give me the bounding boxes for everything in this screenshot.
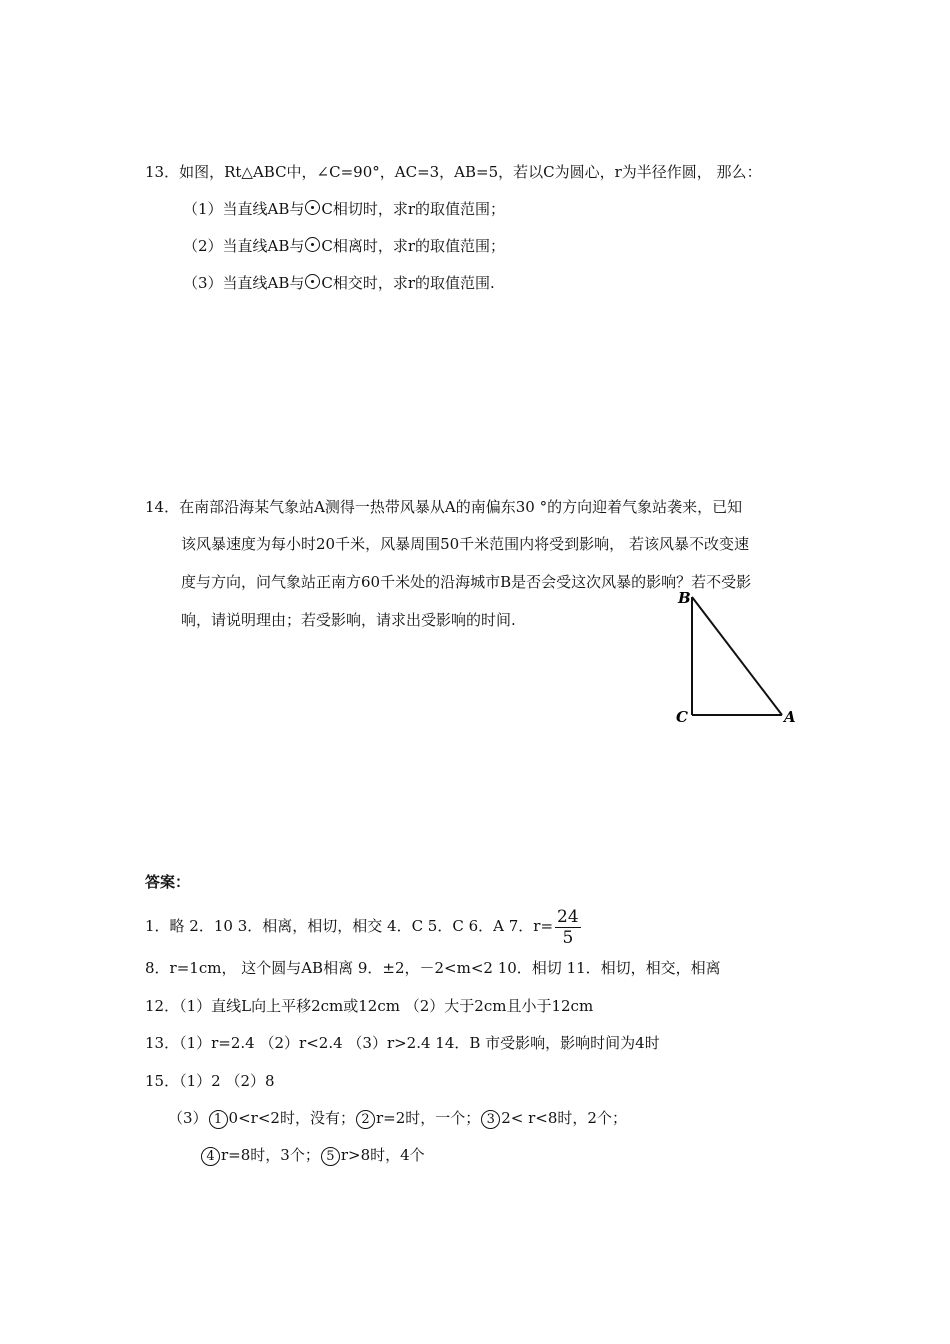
q13-part1-pre: （1）当直线AB与 (183, 200, 305, 218)
q14-line1: 14．在南部沿海某气象站A测得一热带风暴从A的南偏东30 °的方向迎着气象站袭来，已知 (145, 498, 743, 516)
q13-part3-pre: （3）当直线AB与 (183, 274, 305, 292)
q13-part2 (183, 236, 505, 256)
circled-number: 5 (321, 1147, 340, 1166)
answers-line3: 12．（1）直线L向上平移2cm或12cm （2）大于2cm且小于12cm (145, 997, 594, 1015)
answers-line7-b: r>8时，4个 (340, 1146, 425, 1164)
answers-line6-c: 2< r<8时，2个； (501, 1109, 627, 1127)
answers-line1 (145, 905, 581, 948)
fraction (555, 907, 581, 948)
q13-part2-pre: （2）当直线AB与 (183, 237, 305, 255)
vertex-c-label: C (676, 708, 688, 726)
q13-part3-post: C相交时，求r的取值范围. (321, 274, 495, 292)
triangle-figure (672, 585, 802, 730)
circled-number: 4 (201, 1147, 220, 1166)
circle-dot-icon (305, 237, 320, 252)
side-ab (692, 597, 782, 715)
q13-part3 (183, 273, 495, 293)
answers-line6-b: r=2时，一个； (375, 1109, 481, 1127)
q13-part2-post: C相离时，求r的取值范围； (321, 237, 506, 255)
answers-line7-a: r=8时，3个； (221, 1146, 320, 1164)
answers-line1-text: 1．略 2．10 3．相离，相切，相交 4．C 5．C 6．A 7．r= (145, 917, 554, 935)
fraction-denominator: 5 (562, 927, 574, 948)
q13-part1 (183, 199, 505, 219)
answers-line6-a: 0<r<2时，没有； (228, 1109, 355, 1127)
answers-line6-pre: （3） (168, 1109, 208, 1127)
answers-heading: 答案： (145, 873, 191, 891)
q13-part1-post: C相切时，求r的取值范围； (321, 200, 506, 218)
answers-line7 (200, 1145, 425, 1166)
q14-line4: 响，请说明理由；若受影响，请求出受影响的时间. (181, 611, 516, 629)
vertex-b-label: B (678, 589, 691, 607)
circled-number: 3 (481, 1110, 500, 1129)
answers-line5: 15．（1）2 （2）8 (145, 1072, 275, 1090)
answers-line4: 13．（1）r=2.4 （2）r<2.4 （3）r>2.4 14．B 市受影响，影响时间为4时 (145, 1034, 660, 1052)
circle-dot-icon (305, 200, 320, 215)
q14-line3: 度与方向，问气象站正南方60千米处的沿海城市B是否会受这次风暴的影响？若不受影 (181, 573, 752, 591)
circled-number: 1 (209, 1110, 228, 1129)
vertex-a-label: A (784, 708, 796, 726)
circle-dot-icon (305, 274, 320, 289)
q13-stem: 13．如图，Rt△ABC中，∠C=90°，AC=3，AB=5，若以C为圆心，r为半径作圆， 那么： (145, 163, 762, 181)
answers-line2: 8．r=1cm， 这个圆与AB相离 9．±2，－2<m<2 10．相切 11．相切，相交，相离 (145, 959, 721, 977)
q14-line2: 该风暴速度为每小时20千米，风暴周围50千米范围内将受到影响， 若该风暴不改变速 (181, 535, 749, 553)
fraction-numerator: 24 (557, 906, 579, 927)
circled-number: 2 (356, 1110, 375, 1129)
answers-line6 (168, 1108, 627, 1129)
